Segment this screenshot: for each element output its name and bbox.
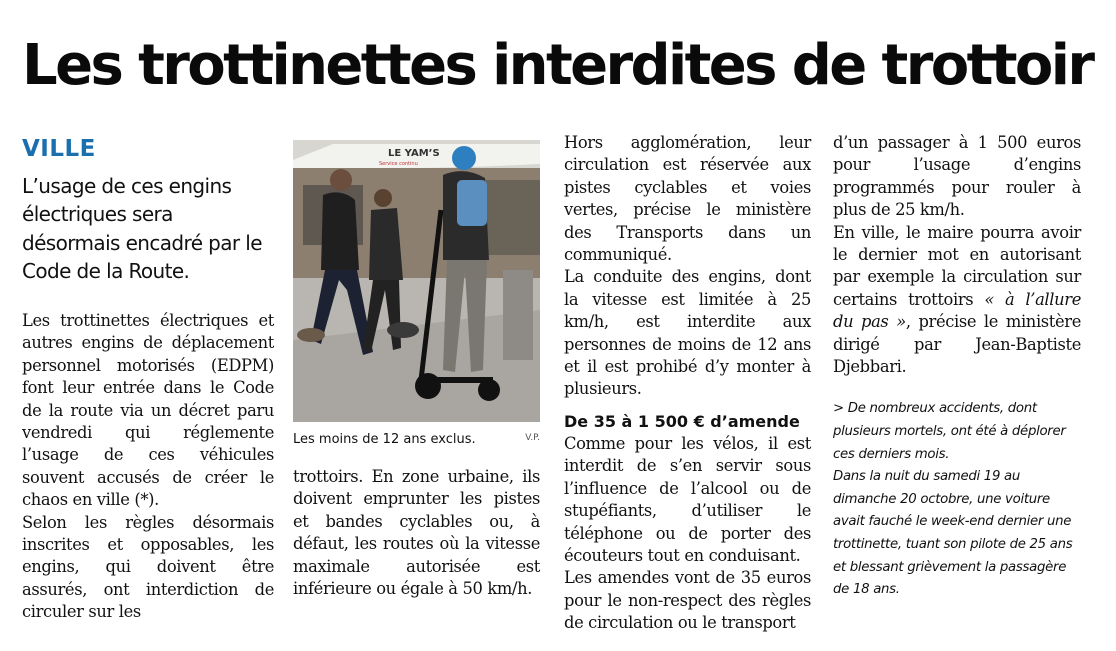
photo-sign-subtext: Service continu <box>379 161 418 167</box>
amende-subheading: De 35 à 1 500 € d’amende <box>564 411 800 431</box>
col1-paragraph-2: Selon les règles désormais inscrites et opposables, les engins, qui doivent être assurés, ont interdiction de circuler sur les <box>22 512 274 622</box>
col3-paragraph-2: La conduite des engins, dont la vitesse est limitée à 25 km/h, est interdite aux personnes de moins de 12 ans et il est prohibé d’y monter à plusieurs. <box>564 267 811 399</box>
col3-paragraph-3: Comme pour les vélos, il est interdit de s’en servir sous l’influence de l’alcool ou de stupéfiants, d’utiliser le téléphone ou de porter des écouteurs tout en conduisant. <box>564 433 811 565</box>
col1-paragraph-1: Les trottinettes électriques et autres engins de déplacement personnel motorisés (EDPM) font leur entrée dans le Code de la route via un décret paru vendredi qui réglemente l’usage de ces véhicules souvent accusés de créer le chaos en ville (*). <box>22 311 274 510</box>
col4-p2-end: , précise le ministère dirigé par Jean-Baptiste Djebbari. <box>833 312 1081 377</box>
column-2 <box>293 466 540 600</box>
col3-paragraph-1: Hors agglomération, leur circulation est réservée aux pistes cyclables et voies vertes, précise le ministère des Transports dans un communiqué. <box>564 133 811 265</box>
column-1 <box>22 310 274 624</box>
sidebar-note-2: Dans la nuit du samedi 19 au dimanche 20 octobre, une voiture avait fauché le week-end dernier une trottinette, tuant son pilote de 25 ans et blessant grièvement la passagère de 18 ans. <box>833 469 1073 598</box>
col4-quote: « à l’allure du pas » <box>833 289 1081 332</box>
col3-paragraph-4: Les amendes vont de 35 euros pour le non-respect des règles de circulation ou le transport <box>564 568 811 633</box>
col2-paragraph-1: trottoirs. En zone urbaine, ils doivent emprunter les pistes et bandes cyclables ou, à défaut, les routes où la vitesse maximale autorisée est inférieure ou égale à 50 km/h. <box>293 467 540 599</box>
article-photo <box>293 140 540 422</box>
photo-illustration <box>293 140 540 422</box>
col4-paragraph-1: d’un passager à 1 500 euros pour l’usage d’engins programmés pour rouler à plus de 25 km/h. <box>833 133 1081 220</box>
headline: Les trottinettes interdites de trottoir <box>22 33 1093 98</box>
section-kicker: VILLE <box>22 136 96 162</box>
sidebar-note-1: > De nombreux accidents, dont plusieurs mortels, ont été à déplorer ces derniers mois. <box>833 401 1066 462</box>
photo-credit: V.P. <box>525 433 540 443</box>
photo-caption <box>293 432 540 447</box>
article-dek: L’usage de ces engins électriques sera désormais encadré par le Code de la Route. <box>22 174 262 284</box>
col4-paragraph-2 <box>833 222 1081 379</box>
column-4 <box>833 132 1081 602</box>
photo-sign-text: LE YAM’S <box>388 148 440 159</box>
column-3 <box>564 132 811 635</box>
col4-p2-start: En ville, le maire pourra avoir le dernier mot en autorisant par exemple la circulation sur certains trottoirs <box>833 222 1081 309</box>
caption-text: Les moins de 12 ans exclus. <box>293 432 476 447</box>
